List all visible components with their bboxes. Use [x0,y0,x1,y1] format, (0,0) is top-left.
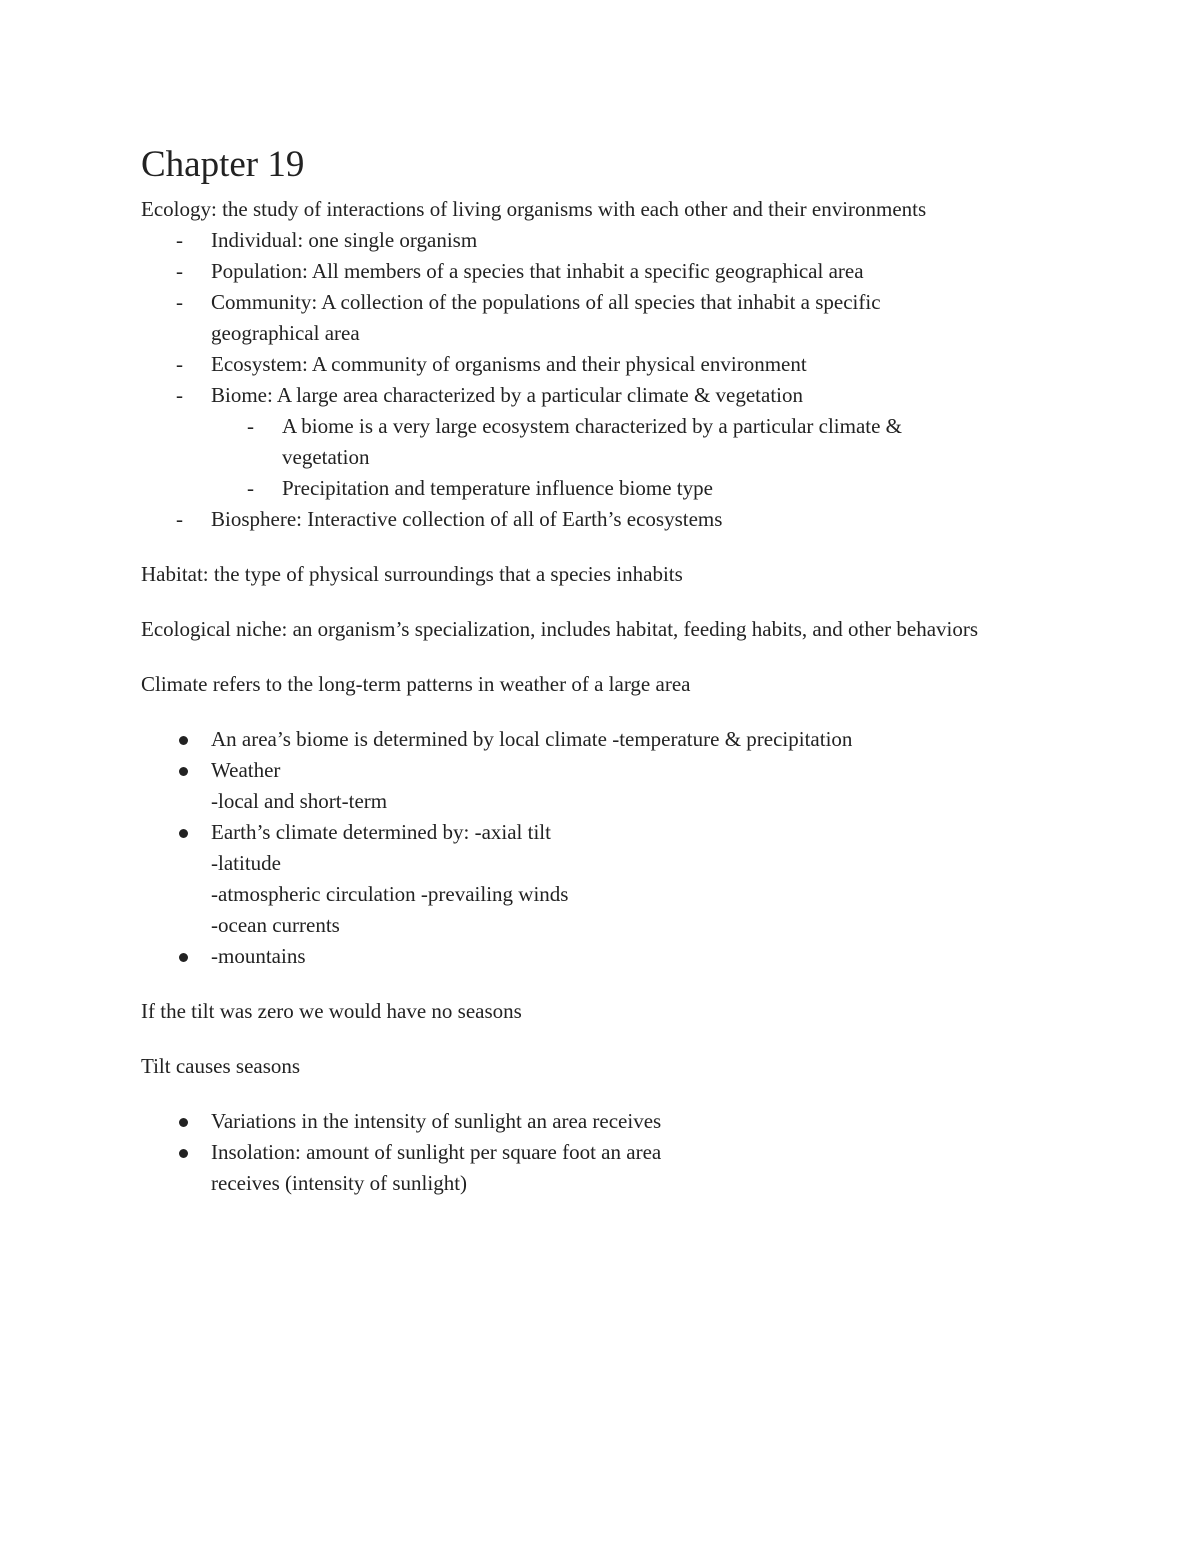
ecology-levels-list [141,225,1041,411]
bullet-icon [179,1149,188,1158]
dash-marker: - [176,352,183,376]
list-item: - Biosphere: Interactive collection of all of Earth’s ecosystems [141,504,1041,535]
tilt-causes-text: Tilt causes seasons [141,1054,301,1078]
list-item: Insolation: amount of sunlight per square foot an area receives (intensity of sunlight) [141,1137,1041,1199]
dash-marker: - [176,228,183,252]
bullet-icon [179,736,188,745]
bullet-icon [179,953,188,962]
dash-marker: - [176,290,183,314]
list-item: - Ecosystem: A community of organisms and their physical environment [141,349,1041,380]
list-item: - Biome: A large area characterized by a particular climate & vegetation [141,380,1041,411]
dash-marker: - [176,507,183,531]
dash-marker: - [176,259,183,283]
bullet-icon [179,829,188,838]
bullet-icon [179,1118,188,1127]
bullet-icon [179,767,188,776]
habitat-definition: Habitat: the type of physical surroundings that a species inhabits [141,562,683,586]
ecology-definition: Ecology: the study of interactions of living organisms with each other and their environments [141,197,927,221]
list-item: - Population: All members of a species that inhabit a specific geographical area [141,256,1041,287]
tilt-zero-text: If the tilt was zero we would have no seasons [141,999,522,1023]
dash-marker: - [247,476,254,500]
climate-intro: Climate refers to the long-term patterns in weather of a large area [141,672,691,696]
list-item: Earth’s climate determined by: -axial tilt -latitude -atmospheric circulation -prevailing winds -ocean currents [141,817,1041,941]
dash-marker: - [176,383,183,407]
list-item: -mountains [141,941,1041,972]
document-page [141,140,1041,1199]
niche-definition: Ecological niche: an organism’s specialization, includes habitat, feeding habits, and other behaviors [141,617,979,641]
list-item: - A biome is a very large ecosystem characterized by a particular climate & vegetation [141,411,1041,473]
biome-sub-list [141,411,1041,504]
list-item: - Precipitation and temperature influence biome type [141,473,1041,504]
list-item: Weather -local and short-term [141,755,1041,817]
list-item: An area’s biome is determined by local climate -temperature & precipitation [141,724,1041,755]
list-item: - Community: A collection of the populations of all species that inhabit a specific geographical area [141,287,1041,349]
climate-bullets [141,724,1041,972]
page-title: Chapter 19 [141,144,305,185]
list-item: - Individual: one single organism [141,225,1041,256]
biosphere-list [141,504,1041,535]
dash-marker: - [247,414,254,438]
list-item: Variations in the intensity of sunlight an area receives [141,1106,1041,1137]
sunlight-bullets [141,1106,1041,1199]
